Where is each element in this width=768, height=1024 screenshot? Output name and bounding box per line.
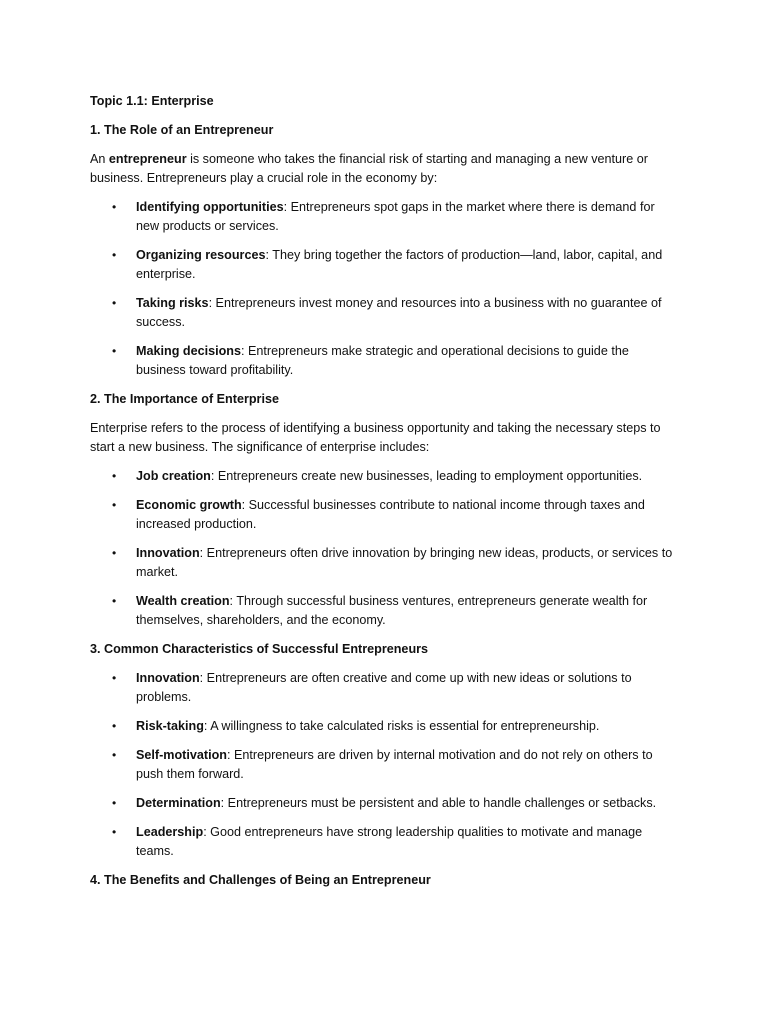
- section-intro-importance-of-enterprise: Enterprise refers to the process of identifying a business opportunity and taking the necessary steps to start a new business. The significance of enterprise includes:: [90, 421, 661, 454]
- list-item: [90, 467, 680, 486]
- bullet-list-characteristics: [90, 669, 680, 861]
- list-item: [90, 669, 680, 707]
- item-text: : Entrepreneurs often drive innovation by bringing new ideas, products, or services to market.: [136, 546, 673, 579]
- list-item: [90, 294, 680, 332]
- list-item: [90, 198, 680, 236]
- item-term: Organizing resources: [136, 248, 266, 262]
- list-item: [90, 717, 680, 736]
- item-term: Wealth creation: [136, 594, 230, 608]
- bullet-icon: •: [112, 469, 117, 483]
- item-term: Risk-taking: [136, 719, 204, 733]
- bullet-icon: •: [112, 296, 117, 310]
- item-text: : Entrepreneurs spot gaps in the market where there is demand for new products or services.: [136, 200, 655, 233]
- item-term: Identifying opportunities: [136, 200, 284, 214]
- item-term: Innovation: [136, 546, 200, 560]
- item-term: Making decisions: [136, 344, 241, 358]
- item-term: Economic growth: [136, 498, 242, 512]
- intro-bold-term: entrepreneur: [108, 152, 187, 166]
- bullet-icon: •: [112, 594, 117, 608]
- bullet-icon: •: [112, 344, 117, 358]
- item-text: : Successful businesses contribute to national income through taxes and increased production.: [136, 498, 645, 531]
- item-text: : Good entrepreneurs have strong leadership qualities to motivate and manage teams.: [136, 825, 643, 858]
- item-term: Determination: [136, 796, 221, 810]
- list-item: [90, 342, 680, 380]
- intro-prefix: An: [90, 152, 109, 166]
- bullet-icon: •: [112, 546, 117, 560]
- bullet-icon: •: [112, 748, 117, 762]
- item-text: : Entrepreneurs create new businesses, leading to employment opportunities.: [210, 469, 643, 483]
- item-text: : Entrepreneurs make strategic and operational decisions to guide the business toward profitability.: [136, 344, 629, 377]
- item-text: : They bring together the factors of production—land, labor, capital, and enterprise.: [136, 248, 663, 281]
- bullet-icon: •: [112, 671, 117, 685]
- bullet-icon: •: [112, 796, 117, 810]
- bullet-icon: •: [112, 719, 117, 733]
- list-item: [90, 823, 680, 861]
- bullet-icon: •: [112, 248, 117, 262]
- intro-rest: is someone who takes the financial risk of starting and managing a new venture or business. Entrepreneurs play a crucial role in the economy by:: [90, 152, 648, 185]
- list-item: [90, 794, 680, 813]
- item-text: : A willingness to take calculated risks is essential for entrepreneurship.: [203, 719, 600, 733]
- list-item: [90, 496, 680, 534]
- section-heading-importance-of-enterprise: 2. The Importance of Enterprise: [90, 392, 279, 406]
- section-heading-characteristics: 3. Common Characteristics of Successful Entrepreneurs: [90, 642, 429, 656]
- list-item: [90, 544, 680, 582]
- section-intro-role-of-entrepreneur: [90, 150, 680, 188]
- bullet-list-role-of-entrepreneur: [90, 198, 680, 380]
- list-item: [90, 246, 680, 284]
- item-text: : Through successful business ventures, entrepreneurs generate wealth for themselves, shareholders, and the economy.: [136, 594, 648, 627]
- item-text: : Entrepreneurs must be persistent and able to handle challenges or setbacks.: [220, 796, 657, 810]
- item-term: Taking risks: [136, 296, 209, 310]
- list-item: [90, 746, 680, 784]
- item-text: : Entrepreneurs are often creative and come up with new ideas or solutions to problems.: [136, 671, 632, 704]
- list-item: [90, 592, 680, 630]
- bullet-icon: •: [112, 200, 117, 214]
- item-term: Leadership: [136, 825, 204, 839]
- bullet-icon: •: [112, 498, 117, 512]
- item-text: : Entrepreneurs invest money and resources into a business with no guarantee of success.: [136, 296, 662, 329]
- bullet-icon: •: [112, 825, 117, 839]
- item-term: Job creation: [136, 469, 211, 483]
- item-text: : Entrepreneurs are driven by internal motivation and do not rely on others to push them forward.: [136, 748, 653, 781]
- item-term: Innovation: [136, 671, 200, 685]
- section-heading-benefits-challenges: 4. The Benefits and Challenges of Being an Entrepreneur: [90, 873, 431, 887]
- section-heading-role-of-entrepreneur: 1. The Role of an Entrepreneur: [90, 123, 274, 137]
- topic-title: Topic 1.1: Enterprise: [90, 94, 214, 108]
- item-term: Self-motivation: [136, 748, 227, 762]
- bullet-list-importance-of-enterprise: [90, 467, 680, 630]
